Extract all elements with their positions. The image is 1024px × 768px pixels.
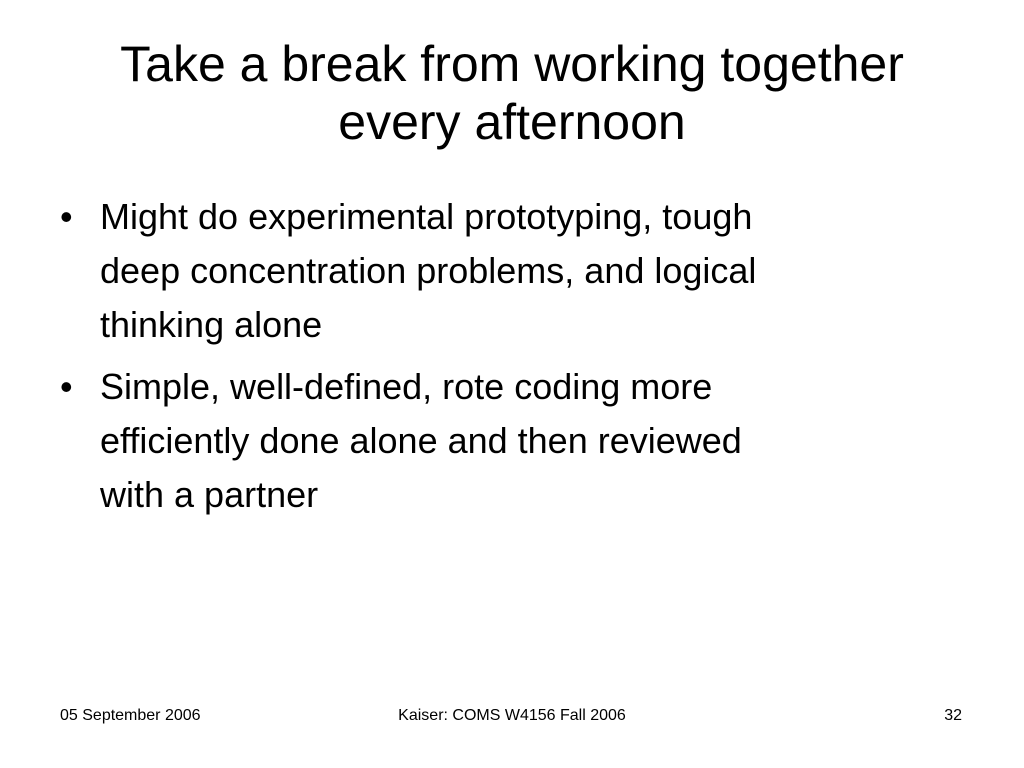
- bullet-line: deep concentration problems, and logical: [100, 250, 757, 291]
- footer-date: 05 September 2006: [60, 707, 201, 724]
- bullet-line: with a partner: [100, 474, 319, 515]
- bullet-line: thinking alone: [100, 304, 323, 345]
- bullet-line: efficiently done alone and then reviewed: [100, 420, 742, 461]
- slide-title-line-2: every afternoon: [338, 94, 686, 150]
- bullet-list: [60, 190, 960, 530]
- slide-title-line-1: Take a break from working together: [120, 36, 904, 92]
- footer-course: Kaiser: COMS W4156 Fall 2006: [398, 707, 626, 724]
- bullet-dot-icon: •: [60, 366, 73, 407]
- bullet-item: [60, 190, 960, 352]
- bullet-line: Might do experimental prototyping, tough: [100, 196, 753, 237]
- footer-page-number: 32: [944, 707, 962, 724]
- bullet-dot-icon: •: [60, 196, 73, 237]
- bullet-item: [60, 360, 960, 522]
- bullet-line: Simple, well-defined, rote coding more: [100, 366, 713, 407]
- slide-title: [40, 35, 984, 151]
